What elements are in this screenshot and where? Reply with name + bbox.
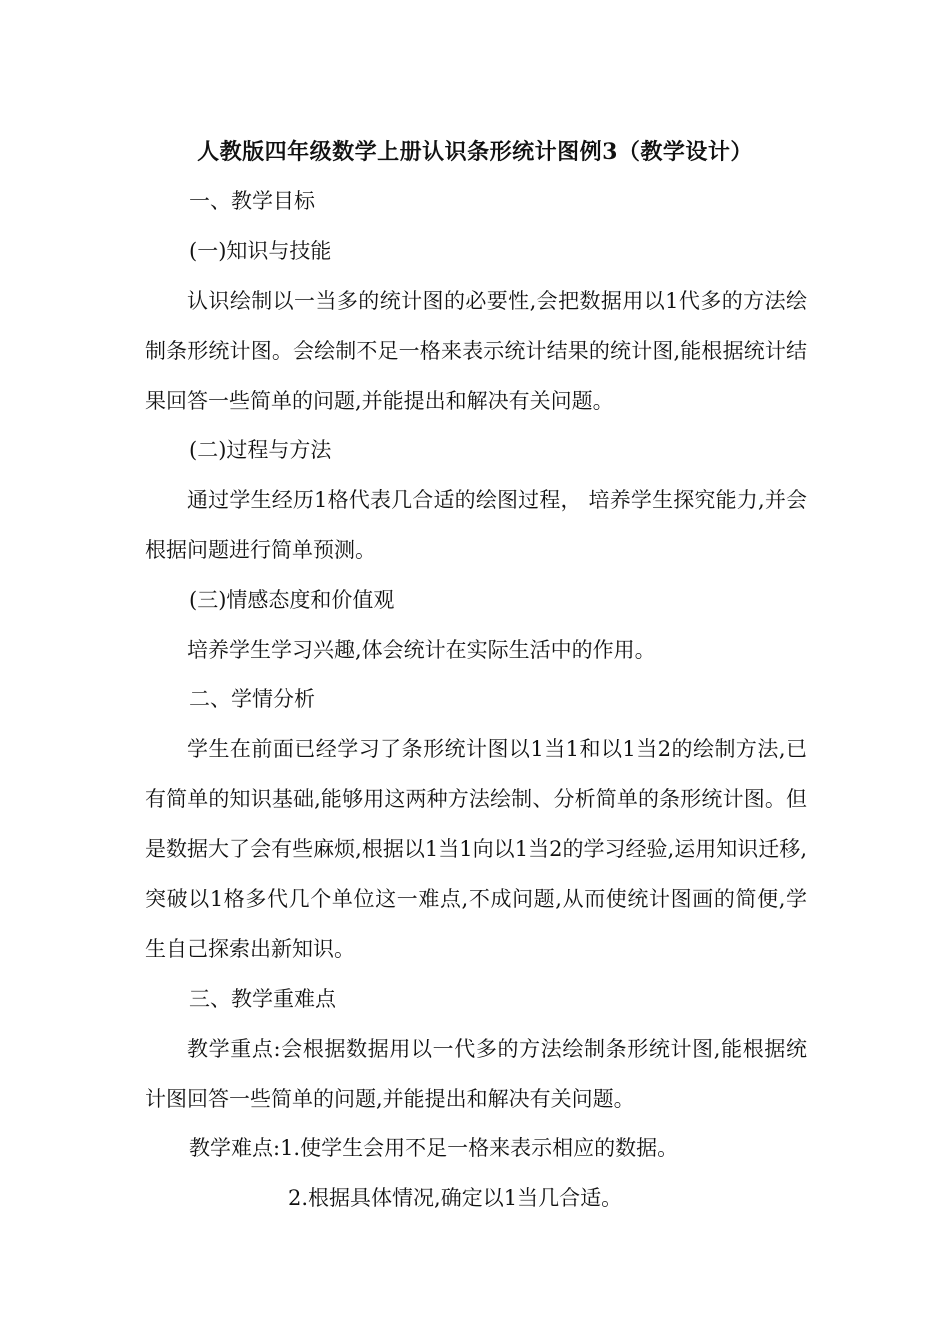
paragraph-analysis: 学生在前面已经学习了条形统计图以1当1和以1当2的绘制方法,已有简单的知识基础,能够用这两种方法绘制、分析简单的条形统计图。但是数据大了会有些麻烦,根据以1当1向以1当2的学习经验,运用知识迁移,突破以1格多代几个单位这一难点,不成问题,从而使统计图画的简便,学生自己探索出新知识。 <box>145 737 807 961</box>
section-heading-objectives: 一、教学目标 <box>189 189 315 213</box>
paragraph-process-method: 通过学生经历1格代表几合适的绘图过程， 培养学生探究能力,并会根据问题进行简单预测。 <box>145 488 807 562</box>
document-title: 人教版四年级数学上册认识条形统计图例3（教学设计） <box>197 139 753 165</box>
subheading-knowledge-skills: (一)知识与技能 <box>189 239 332 263</box>
section-heading-analysis: 二、学情分析 <box>189 687 315 711</box>
paragraph-difficult-point-2: 2.根据具体情况,确定以1当几合适。 <box>288 1186 623 1210</box>
subheading-attitude-values: (三)情感态度和价值观 <box>189 588 395 612</box>
paragraph-attitude-values: 培养学生学习兴趣,体会统计在实际生活中的作用。 <box>187 638 656 662</box>
paragraph-knowledge-skills: 认识绘制以一当多的统计图的必要性,会把数据用以1代多的方法绘制条形统计图。会绘制不足一格来表示统计结果的统计图,能根据统计结果回答一些简单的问题,并能提出和解决有关问题。 <box>145 289 807 413</box>
section-heading-key-difficult: 三、教学重难点 <box>189 987 336 1011</box>
paragraph-difficult-point-1: 教学难点:1.使学生会用不足一格来表示相应的数据。 <box>189 1136 679 1160</box>
subheading-process-method: (二)过程与方法 <box>189 438 332 462</box>
paragraph-key-point: 教学重点:会根据数据用以一代多的方法绘制条形统计图,能根据统计图回答一些简单的问题,并能提出和解决有关问题。 <box>145 1037 807 1111</box>
